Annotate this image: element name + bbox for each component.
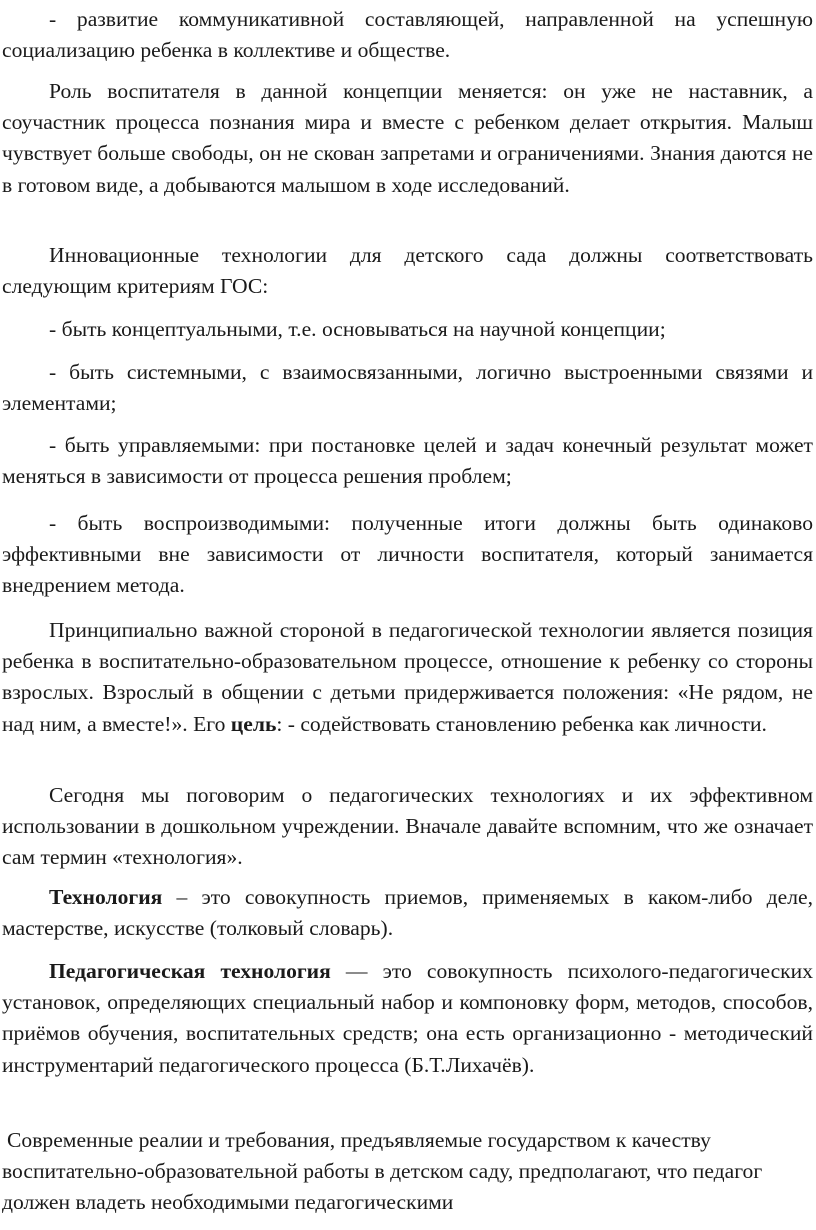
paragraph-communication-bullet: - развитие коммуникативной составляющей, направленной на успешную социализацию ребенка в коллективе и обществе. <box>2 7 813 63</box>
pedagogical-technology-term: Педагогическая технология <box>49 959 331 983</box>
paragraph-innovative-criteria: Инновационные технологии для детского сада должны соответствовать следующим критериям ГОС: <box>2 243 813 299</box>
technology-term: Технология <box>49 885 163 909</box>
paragraph-technology-definition <box>2 882 813 944</box>
paragraph-pedagogical-technology <box>2 956 813 1081</box>
paragraph-criterion-systemic: - быть системными, с взаимосвязанными, логично выстроенными связями и элементами; <box>2 360 813 416</box>
paragraph-modern-requirements: Современные реалии и требования, предъявляемые государством к качеству воспитательно-образовательной работы в детском саду, предполагают, что педагог должен владеть необходимыми педагогическими <box>2 1128 763 1215</box>
paragraph-criterion-reproducible: - быть воспроизводимыми: полученные итоги должны быть одинаково эффективными вне зависимости от личности воспитателя, который занимается внедрением метода. <box>2 511 813 598</box>
paragraph-criterion-conceptual: - быть концептуальными, т.е. основываться на научной концепции; <box>49 317 666 341</box>
paragraph-today-topic: Сегодня мы поговорим о педагогических технологиях и их эффективном использовании в дошкольном учреждении. Вначале давайте вспомним, что же означает сам термин «технология». <box>2 783 813 870</box>
goal-definition: : - содействовать становлению ребенка как личности. <box>276 711 767 736</box>
child-position-text: Принципиально важной стороной в педагогической технологии является позиция ребенка в воспитательно-образовательном процессе, отношение к ребенку со стороны взрослых. Взрослый в общении с детьми придерживается положения: «Не рядом, не над ним, а вместе!». Его <box>2 618 813 736</box>
paragraph-child-position <box>2 615 813 740</box>
paragraph-criterion-manageable: - быть управляемыми: при постановке целей и задач конечный результат может меняться в зависимости от процесса решения проблем; <box>2 433 813 489</box>
goal-term: цель <box>230 711 277 736</box>
paragraph-teacher-role: Роль воспитателя в данной концепции меняется: он уже не наставник, а соучастник процесса познания мира и вместе с ребенком делает открытия. Малыш чувствует больше свободы, он не скован запретами и ограничениями. Знания даются не в готовом виде, а добываются малышом в ходе исследований. <box>2 79 813 197</box>
pedagogical-technology-definition-text: — это совокупность психолого-педагогических установок, определяющих специальный набор и компоновку форм, методов, способов, приёмов обучения, воспитательных средств; она есть организационно - методический инструментарий педагогического процесса (Б.Т.Лихачёв). <box>2 959 813 1077</box>
technology-definition-text: – это совокупность приемов, применяемых в каком-либо деле, мастерстве, искусстве (толковый словарь). <box>2 885 813 941</box>
